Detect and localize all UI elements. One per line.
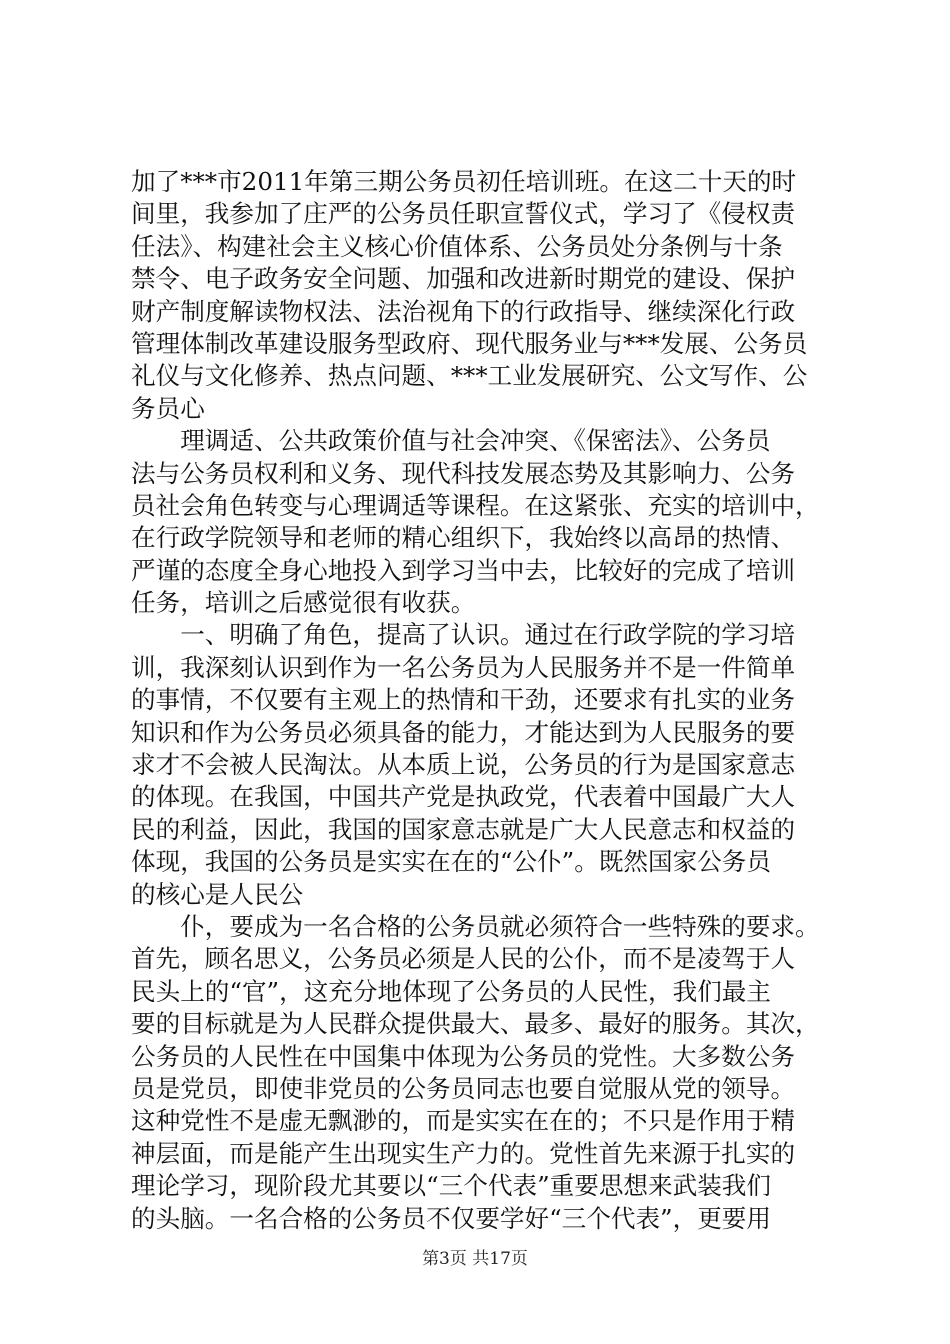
- text-line: 管理体制改革建设服务型政府、现代服务业与***发展、公务员: [131, 328, 808, 358]
- text-line: 民的利益，因此，我国的国家意志就是广大人民意志和权益的: [131, 814, 796, 844]
- text-line: 间里，我参加了庄严的公务员任职宣誓仪式，学习了《侵权责: [131, 199, 796, 229]
- text-line: 的核心是人民公: [131, 879, 304, 909]
- text-line: 的体现。在我国，中国共产党是执政党，代表着中国最广大人: [131, 782, 796, 812]
- text-line: 的头脑。一名合格的公务员不仅要学好“三个代表”，更要用: [131, 1203, 771, 1233]
- text-line: 首先，顾名思义，公务员必须是人民的公仆，而不是凌驾于人: [131, 944, 796, 974]
- text-line: 知识和作为公务员必须具备的能力，才能达到为人民服务的要: [131, 717, 796, 747]
- text-line: 神层面，而是能产生出现实生产力的。党性首先来源于扎实的: [131, 1138, 796, 1168]
- text-line: 禁令、电子政务安全问题、加强和改进新时期党的建设、保护: [131, 264, 796, 294]
- text-line: 严谨的态度全身心地投入到学习当中去，比较好的完成了培训: [131, 555, 796, 585]
- text-line: 仆，要成为一名合格的公务员就必须符合一些特殊的要求。: [131, 911, 820, 941]
- text-line: 的事情，不仅要有主观上的热情和干劲，还要求有扎实的业务: [131, 685, 796, 715]
- text-line: 法与公务员权利和义务、现代科技发展态势及其影响力、公务: [131, 458, 796, 488]
- text-line: 一、明确了角色，提高了认识。通过在行政学院的学习培: [131, 620, 796, 650]
- text-line: 训，我深刻认识到作为一名公务员为人民服务并不是一件简单: [131, 652, 796, 682]
- text-line: 求才不会被人民淘汰。从本质上说，公务员的行为是国家意志: [131, 750, 796, 780]
- text-line: 员是党员，即使非党员的公务员同志也要自觉服从党的领导。: [131, 1073, 796, 1103]
- body-text: [131, 166, 821, 1235]
- text-line: 任法》、构建社会主义核心价值体系、公务员处分条例与十条: [131, 231, 783, 261]
- text-line: 公务员的人民性在中国集中体现为公务员的党性。大多数公务: [131, 1041, 796, 1071]
- text-line: 理调适、公共政策价值与社会冲突、《保密法》、公务员: [131, 426, 771, 456]
- text-line: 体现，我国的公务员是实实在在的“公仆”。既然国家公务员: [131, 847, 771, 877]
- text-line: 理论学习，现阶段尤其要以“三个代表”重要思想来武装我们: [131, 1171, 771, 1201]
- text-line: 加了***市2011年第三期公务员初任培训班。在这二十天的时: [131, 167, 797, 196]
- text-line: 要的目标就是为人民群众提供最大、最多、最好的服务。其次，: [131, 1009, 820, 1039]
- text-line: 财产制度解读物权法、法治视角下的行政指导、继续深化行政: [131, 296, 796, 326]
- text-line: 民头上的“官”，这充分地体现了公务员的人民性，我们最主: [131, 976, 771, 1006]
- text-line: 务员心: [131, 393, 205, 423]
- text-line: 礼仪与文化修养、热点问题、***工业发展研究、公文写作、公: [131, 361, 808, 391]
- text-line: 员社会角色转变与心理调适等课程。在这紧张、充实的培训中，: [131, 490, 820, 520]
- text-line: 在行政学院领导和老师的精心组织下，我始终以高昂的热情、: [131, 523, 796, 553]
- text-line: 这种党性不是虚无飘渺的，而是实实在在的；不只是作用于精: [131, 1106, 796, 1136]
- text-line: 任务，培训之后感觉很有收获。: [131, 588, 476, 618]
- page-footer: 第3页 共17页: [422, 1249, 528, 1269]
